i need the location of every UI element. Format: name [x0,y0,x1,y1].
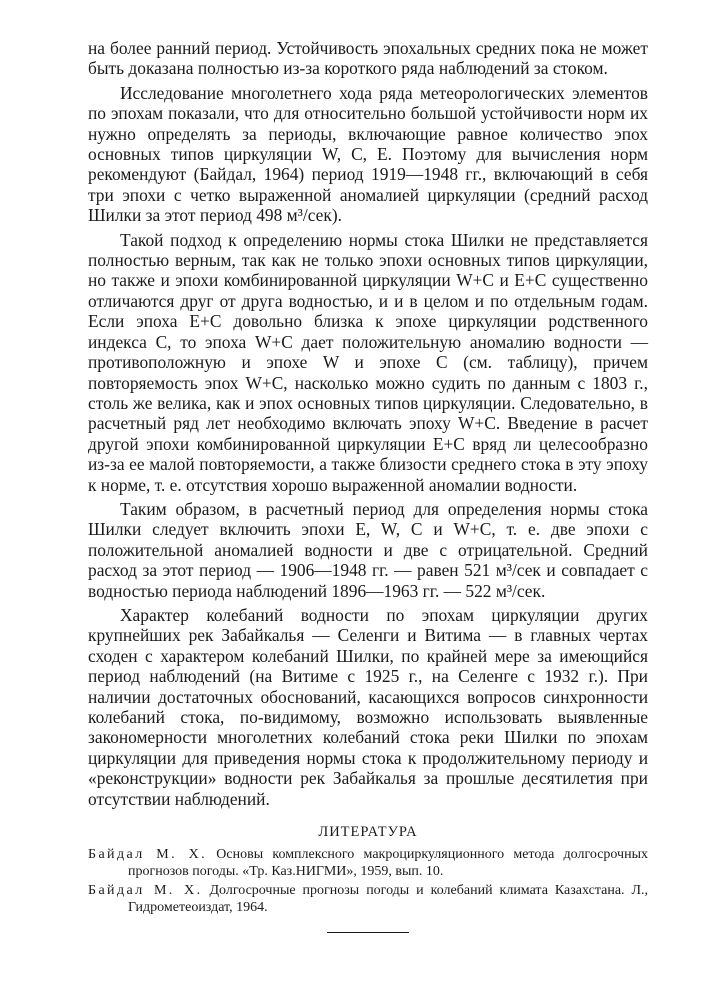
paragraph-5: Характер колебаний водности по эпохам циркуляции других крупнейших рек Забайкалья — Селенги и Витима — в главных чертах сходен с характером колебаний Шилки, по крайней мере за имеющийся период наблюдений (на Витиме с 1925 г., на Селенге с 1932 г.). При наличии достаточных обоснований, касающихся вопросов синхронности колебаний стока, по-видимому, возможно использовать выявленные закономерности многолетних колебаний стока реки Шилки по эпохам циркуляции для приведения нормы стока к продолжительному периоду и «реконструкции» водности рек Забайкалья за прошлые десятилетия при отсутствии наблюдений. [88,604,648,809]
reference-text: Основы комплексного макроциркуляционного метода долгосрочных прогнозов погоды. «Тр. Каз.НИГМИ», 1959, вып. 10. [128,847,648,879]
paragraph-1: на более ранний период. Устойчивость эпохальных средних пока не может быть доказана полностью из-за короткого ряда наблюдений за стоком. [88,38,648,79]
page-body [88,38,648,933]
reference-author: Байдал М. Х. [88,847,208,863]
reference-item-2 [88,883,648,916]
reference-author: Байдал М. Х. [88,883,203,899]
paragraph-4: Таким образом, в расчетный период для определения нормы стока Шилки следует включить эпохи E, W, C и W+C, т. е. две эпохи с положительной аномалией водности и две с отрицательной. Средний расход за этот период — 1906—1948 гг. — равен 521 м³/сек и совпадает с водностью периода наблюдений 1896—1963 гг. — 522 м³/сек. [88,498,648,601]
paragraph-3: Такой подход к определению нормы стока Шилки не представляется полностью верным, так как не только эпохи основных типов циркуляции, но также и эпохи комбинированной циркуляции W+C и E+C существенно отличаются друг от друга водностью, и и в целом и по отдельным годам. Если эпоха E+C довольно близка к эпохе циркуляции родственного индекса C, то эпоха W+C дает положительную аномалию водности — противоположную и эпохе W и эпохе C (см. таблицу), причем повторяемость эпох W+C, насколько можно судить по данным с 1803 г., столь же велика, как и эпох основных типов циркуляции. Следовательно, в расчетный ряд лет необходимо включать эпоху W+C. Введение в расчет другой эпохи комбинированной циркуляции E+C вряд ли целесообразно из-за ее малой повторяемости, а также близости среднего стока в эту эпоху к норме, т. е. отсутствия хорошо выраженной аномалии водности. [88,229,648,495]
paragraph-2: Исследование многолетнего хода ряда метеорологических элементов по эпохам показали, что для относительно большой устойчивости норм их нужно определять за периоды, включающие равное количество эпох основных типов циркуляции W, C, E. Поэтому для вычисления норм рекомендуют (Байдал, 1964) период 1919—1948 гг., включающий в себя три эпохи с четко выраженной аномалией циркуляции (средний расход Шилки за этот период 498 м³/сек). [88,82,648,226]
reference-text: Долгосрочные прогнозы погоды и колебаний климата Казахстана. Л., Гидрометеоиздат, 1964. [128,883,648,915]
reference-item-1 [88,847,648,880]
references-title: ЛИТЕРАТУРА [318,824,418,841]
end-rule [327,932,409,933]
